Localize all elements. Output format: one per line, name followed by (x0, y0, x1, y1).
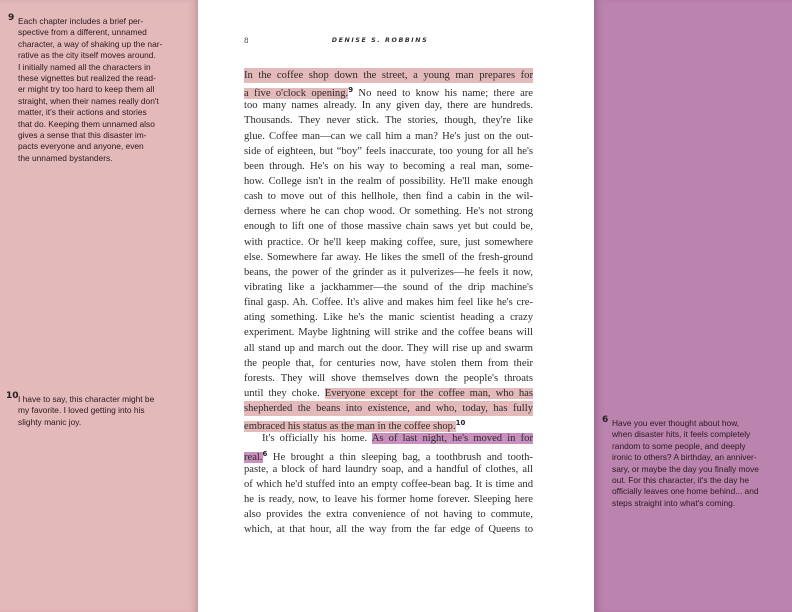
note-line: rative as the city itself moves around. (18, 50, 156, 61)
note-line: slighty manic joy. (18, 416, 82, 427)
body-line: Thousands. They never stick. The stories, though, they're like (244, 115, 533, 127)
body-line: cash to move out of this hellhole, then find a cabin in the wil- (244, 191, 533, 203)
body-line: been through. He's on his way to becoming a real man, some- (244, 160, 533, 172)
body-line: with practice. Or he'll keep making coffee, sure, just somewhere (244, 236, 533, 248)
page-number: 8 (244, 37, 249, 45)
body-line: ating something. Like he's the manic scientist heading a crazy (244, 312, 533, 324)
note-line: Each chapter includes a brief per- (18, 16, 144, 26)
annotation-note-6 (602, 415, 772, 509)
footnote-marker-10: 10 (6, 391, 19, 401)
note-line: matter, it's their actions and stories (18, 107, 147, 118)
highlight-passage: real. (244, 451, 263, 463)
body-line: paste, a block of hard laundry soap, and a handful of clothes, all (244, 463, 533, 475)
body-line: glue. Coffee man—can we call him a man? He's just on the out- (244, 130, 533, 142)
annotation-note-10 (6, 391, 178, 428)
note-line: Have you ever thought about how, (612, 418, 740, 428)
footnote-marker-6: 6 (602, 415, 609, 425)
body-line: the people that, for centuries now, have stolen them from their (244, 357, 533, 369)
body-text-run: It's officially his home. (262, 433, 372, 445)
note-line: that do. Keeping them unnamed also (18, 118, 155, 129)
footnote-marker-9: 9 (8, 13, 15, 23)
body-line (244, 416, 533, 431)
body-line: all stand up and march out the door. They will rise up and swarm (244, 342, 533, 354)
footnote-ref-9: 9 (348, 86, 354, 95)
body-text-run: until they choke. (244, 387, 325, 399)
note-line: er might try too hard to keep them all (18, 84, 155, 95)
body-line: too many names already. In any given day, there are hundreds. (244, 100, 533, 112)
body-line: enough to lift one of those massive chain saws yet but could be, (244, 221, 533, 233)
note-line: random to some people, and deeply (612, 440, 746, 451)
left-margin-panel (0, 0, 198, 612)
running-head-author: DENISE S. ROBBINS (331, 37, 429, 44)
body-line (244, 447, 533, 462)
note-line: spective from a different, unnamed (18, 27, 147, 38)
footnote-ref-10: 10 (455, 419, 466, 428)
right-margin-panel (594, 0, 792, 612)
note-line: officially leaves one home behind... and (612, 486, 759, 497)
note-line: character, a way of shaking up the nar- (18, 38, 163, 49)
body-line: which, at that hour, all the way from the far edge of Queens to (244, 524, 533, 536)
body-text-run: He brought a thin sleeping bag, a toothbrush and tooth- (267, 451, 533, 463)
body-line: he is ready, now, to leave his former home forever. Sleeping here (244, 493, 533, 505)
body-line: side of eighteen, but “boy” feels inaccurate, too young for all he's (244, 145, 533, 157)
note-line: out. For this character, it's the day he (612, 475, 750, 486)
note-line: the unnamed bystanders. (18, 152, 113, 163)
body-line: final gasp. Ah. Coffee. It's alive and makes him feel like he's cre- (244, 297, 533, 309)
note-line: pacts everyone and anyone, even (18, 141, 144, 152)
note-line: my favorite. I loved getting into his (18, 405, 145, 416)
body-text (244, 68, 533, 537)
body-line: In the coffee shop down the street, a young man prepares for (244, 68, 533, 83)
body-line: of which he'd stuffed into an empty coffee-bean bag. It is time and (244, 478, 533, 490)
footnote-ref-6: 6 (262, 449, 268, 458)
highlight-passage: embraced his status as the man in the coffee shop. (244, 421, 456, 433)
body-line (244, 386, 533, 401)
note-line: straight, when their names really don't (18, 95, 159, 106)
note-line: ironic to others? A birthday, an anniver- (612, 452, 757, 463)
note-line: gives a sense that this disaster im- (18, 130, 147, 141)
note-line: sary, or maybe the day you finally move (612, 463, 759, 474)
note-line: I have to say, this character might be (18, 394, 155, 404)
note-line: these vignettes but realized the read- (18, 73, 156, 84)
highlight-passage: Everyone except for the coffee man, who has (324, 387, 533, 399)
body-line: shepherded the beans into existence, and who, today, has fully (244, 401, 533, 416)
body-line: how. College isn't in the realm of possibility. He'll make enough (244, 175, 533, 187)
note-line: when disaster hits, it feels completely (612, 429, 751, 440)
body-line (244, 431, 533, 446)
note-line: I initially named all the characters in (18, 61, 151, 72)
body-line: forests. They will shove themselves down the people's throats (244, 372, 533, 384)
body-text-run: No need to know his name; there are (353, 88, 534, 100)
body-line: derness where he can chop wood. Or something. He's not strong (244, 206, 533, 218)
body-line: also provides the extra convenience of not having to commute, (244, 509, 533, 521)
body-line: vibrating like a jackhammer—the sound of the drip machine's (244, 281, 533, 293)
body-line: beans, the power of the grinder as it pulverizes—he feels it now, (244, 266, 533, 278)
body-line: experiment. Maybe lightning will strike and the coffee beans will (244, 327, 533, 339)
highlight-passage: As of last night, he's moved in for (371, 433, 533, 445)
note-line: steps straight into what's coming. (612, 497, 736, 508)
body-line (244, 83, 533, 98)
highlight-passage: a five o'clock opening. (244, 88, 349, 100)
annotation-note-9 (8, 13, 178, 164)
body-line: else. Somewhere far away. He likes the smell of the fresh-ground (244, 251, 533, 263)
